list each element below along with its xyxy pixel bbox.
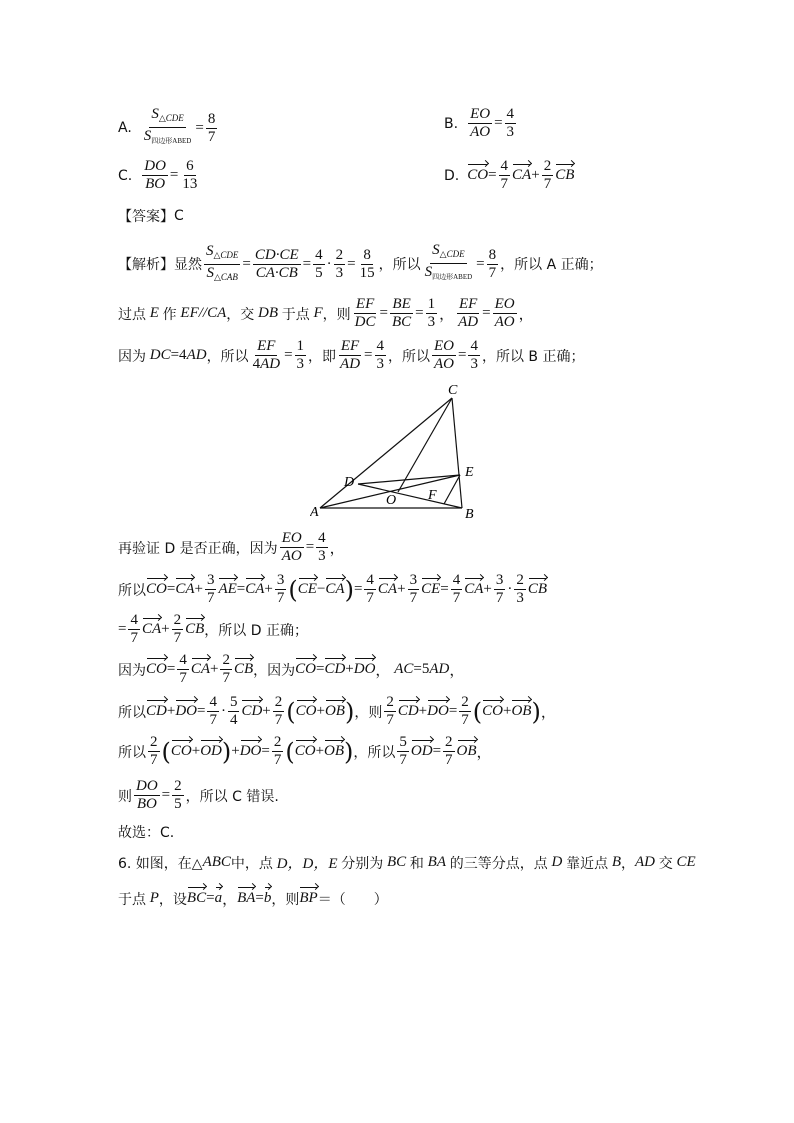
analysis-line-vec1: 所以 CO = CA + $\frac{3}{7}$ AE = CA + $\frac{3}{7}$ ( CE − CA ) = $\frac{4}{7}$ CA + $\frac{3}{7}$ CE = $\frac{4}{7}$ CA + $\frac{3}{7}$ · $\frac{2}{3}$ CB bbox=[118, 572, 548, 606]
line-cb bbox=[452, 398, 462, 508]
answer-value: C bbox=[174, 208, 184, 224]
q6-text7: ， bbox=[621, 855, 636, 872]
label-a: A bbox=[310, 505, 319, 520]
analysis-line-3: 因为 DC =4 AD ，所以 $\frac{EF}{4AD}$ = $\frac{1}{3}$ ，即 $\frac{EF}{AD}$ = $\frac{4}{3}$ ，所以 $\frac{EO}{AO}$ = $\frac{4}{3}$ ，所以 B 正确； bbox=[118, 338, 585, 372]
text-d-correct: ，所以 D 正确； bbox=[204, 622, 308, 639]
option-a-fraction: $\frac{S_{\triangle CDE}}{S_{四边形ABED}}$ bbox=[143, 106, 192, 145]
label-f: F bbox=[428, 488, 437, 503]
text-so2: ，所以 bbox=[206, 348, 249, 365]
q6-abc: ABC bbox=[202, 854, 231, 870]
text-then2: ，则 bbox=[354, 704, 383, 721]
q6-text6: 靠近点 bbox=[566, 855, 609, 872]
triangle-figure bbox=[310, 380, 490, 520]
text-because3: ，因为 bbox=[253, 662, 296, 679]
q6-text4: 和 bbox=[409, 855, 424, 872]
q6-text5: 的三等分点，点 bbox=[449, 855, 548, 872]
text-then: ，则 bbox=[322, 306, 351, 323]
text-so-line-2: 所以 bbox=[118, 704, 146, 721]
analysis-line-result: 则 $\frac{DO}{BO}$ = $\frac{2}{5}$ ，所以 C 错误. bbox=[118, 778, 279, 812]
line-db bbox=[358, 484, 462, 508]
analysis-line-verify: 再验证 D 是否正确，因为 $\frac{EO}{AO}$ = $\frac{4}{3}$ ， bbox=[118, 530, 345, 564]
conclusion-text: 故选：C. bbox=[118, 825, 175, 841]
q6-text2: 中，点 bbox=[230, 855, 273, 872]
text-through: 过点 bbox=[118, 306, 146, 323]
text-c-wrong: ，所以 C 错误. bbox=[185, 788, 279, 805]
analysis-line-because: 因为 CO = $\frac{4}{7}$ CA + $\frac{2}{7}$ CB ，因为 CO = CD + DO ， AC =5 AD ， bbox=[118, 652, 465, 686]
text-so-line-3: 所以 bbox=[118, 744, 146, 761]
text-verify: 再验证 D 是否正确，因为 bbox=[118, 540, 278, 557]
option-a: A. $\frac{S_{\triangle CDE}}{S_{四边形ABED}}$ = $\frac{8}{7}$ bbox=[118, 106, 219, 150]
analysis-conclusion bbox=[118, 822, 174, 842]
option-c-label: C. bbox=[118, 167, 133, 184]
option-b: B. $\frac{EO}{AO}$ = $\frac{4}{3}$ bbox=[444, 106, 515, 140]
answer-line bbox=[118, 206, 184, 226]
label-d: D bbox=[344, 475, 355, 490]
option-d-label: D. bbox=[444, 167, 460, 184]
label-o: O bbox=[386, 493, 397, 508]
text-make: 作 bbox=[162, 306, 177, 323]
question-6-line-2: 于点 P ，设 BC = a ， BA = b ，则 BP ＝（ ） bbox=[118, 890, 388, 908]
q6-text9: 于点 bbox=[118, 891, 146, 908]
analysis-line-cd: 所以 CD + DO = $\frac{4}{7}$ · $\frac{5}{4}$ CD + $\frac{2}{7}$ ( CO + OB ) ，则 $\frac{2}{7}$ CD + DO = $\frac{2}{7}$ ( CO + OB ) ， bbox=[118, 694, 556, 728]
analysis-label: 【解析】 bbox=[118, 257, 174, 273]
option-a-label: A. bbox=[118, 120, 132, 136]
label-b: B bbox=[465, 507, 474, 520]
question-6-line-1: 6. 如图，在△ ABC 中，点 D，D，E 分别为 BC 和 BA 的三等分点，点 D 靠近点 B ， AD 交 CE bbox=[118, 854, 696, 872]
text-at-point: 于点 bbox=[281, 306, 310, 323]
q6-text3: 分别为 bbox=[341, 855, 384, 872]
text-then3: 则 bbox=[118, 788, 132, 805]
option-c: C. $\frac{DO}{BO}$ = $\frac{6}{13}$ bbox=[118, 158, 198, 192]
label-e: E bbox=[465, 465, 474, 480]
q6-text12: ＝（ ） bbox=[317, 891, 388, 908]
q6-text11: ，则 bbox=[271, 891, 300, 908]
q6-text8: 交 bbox=[658, 855, 673, 872]
option-d: D. CO = $\frac{4}{7}$ CA + $\frac{2}{7}$ CB bbox=[444, 158, 575, 192]
q6-text10: ，设 bbox=[158, 891, 187, 908]
line-ef bbox=[444, 475, 460, 504]
analysis-line-2: 过点 E 作 EF//CA ，交 DB 于点 F ，则 $\frac{EF}{DC}$ = $\frac{BE}{BC}$ = $\frac{1}{3}$ ， $\frac{EF}{AD}$ = $\frac{EO}{AO}$ ， bbox=[118, 296, 534, 330]
analysis-line-co-od: 所以 $\frac{2}{7}$ ( CO + OD ) + DO = $\frac{2}{7}$ ( CO + OB ) ，所以 $\frac{5}{7}$ OD = $\frac{2}{7}$ OB ， bbox=[118, 734, 492, 768]
option-b-label: B. bbox=[444, 115, 459, 132]
analysis-line-1: 【解析】 显然 $\frac{S_{\triangle CDE}}{S_{\triangle CAB}}$ = $\frac{CD\cdot CE}{CA\cdot CB}$ = $\frac{4}{5}$ · $\frac{2}{3}$ = $\frac{8}{15}$ ，所以 $\frac{S_{\triangle CDE}}{S_{四边形ABED}}$ = $\frac{8}{7}$ ，所以 A 正确； bbox=[118, 242, 603, 282]
text-obvious: 显然 bbox=[174, 257, 202, 273]
answer-label: 【答案】 bbox=[118, 209, 174, 225]
text-a-correct: ，所以 A 正确； bbox=[500, 257, 603, 273]
text-so-line: 所以 bbox=[118, 582, 146, 599]
text-because2: 因为 bbox=[118, 662, 146, 679]
text-b-correct: ，所以 B 正确； bbox=[481, 348, 585, 365]
analysis-line-vec2: = $\frac{4}{7}$ CA + $\frac{2}{7}$ CB ，所以 D 正确； bbox=[118, 612, 308, 646]
q6-text1: 6. 如图，在△ bbox=[118, 855, 203, 872]
text-meet: ，交 bbox=[226, 306, 255, 323]
text-because: 因为 bbox=[118, 348, 146, 365]
text-so3: ，所以 bbox=[388, 348, 430, 365]
text-so: ，所以 bbox=[378, 257, 421, 273]
line-de bbox=[358, 475, 460, 484]
label-c: C bbox=[448, 383, 458, 398]
text-ie: ，即 bbox=[308, 348, 337, 365]
text-so-c: ，所以 bbox=[353, 744, 396, 761]
